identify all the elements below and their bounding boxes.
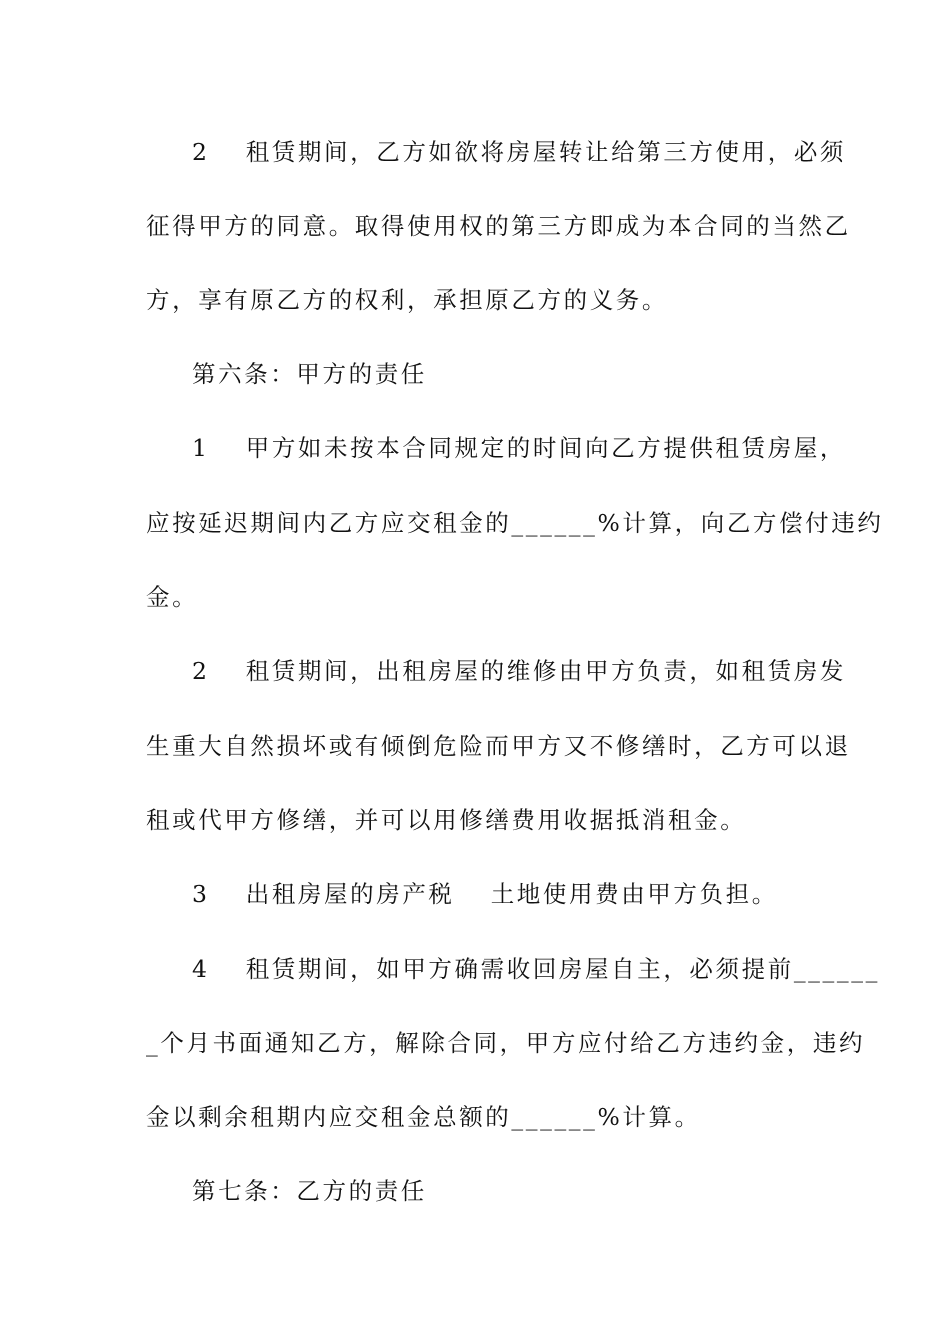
paragraph-line: 3 出租房屋的房产税 土地使用费由甲方负担。: [192, 880, 778, 908]
paragraph-line: 4 租赁期间，如甲方确需收回房屋自主，必须提前______: [192, 955, 880, 983]
paragraph-line: 金。: [146, 583, 199, 611]
paragraph-line: 租或代甲方修缮，并可以用修缮费用收据抵消租金。: [146, 806, 747, 834]
paragraph-line: 金以剩余租期内应交租金总额的______%计算。: [146, 1103, 701, 1131]
paragraph-line: 2 租赁期间，乙方如欲将房屋转让给第三方使用，必须: [192, 138, 847, 166]
paragraph-line: 征得甲方的同意。取得使用权的第三方即成为本合同的当然乙: [146, 212, 851, 240]
paragraph-line: 方，享有原乙方的权利，承担原乙方的义务。: [146, 286, 668, 314]
paragraph-line: 1 甲方如未按本合同规定的时间向乙方提供租赁房屋，: [192, 434, 847, 462]
paragraph-line: 应按延迟期间内乙方应交租金的______%计算，向乙方偿付违约: [146, 509, 884, 537]
paragraph-line: _个月书面通知乙方，解除合同，甲方应付给乙方违约金，违约: [146, 1029, 866, 1057]
paragraph-line: 生重大自然损坏或有倾倒危险而甲方又不修缮时，乙方可以退: [146, 732, 851, 760]
paragraph-line: 2 租赁期间，出租房屋的维修由甲方负责，如租赁房发: [192, 657, 847, 685]
section-heading: 第七条：乙方的责任: [192, 1177, 427, 1205]
section-heading: 第六条：甲方的责任: [192, 360, 427, 388]
